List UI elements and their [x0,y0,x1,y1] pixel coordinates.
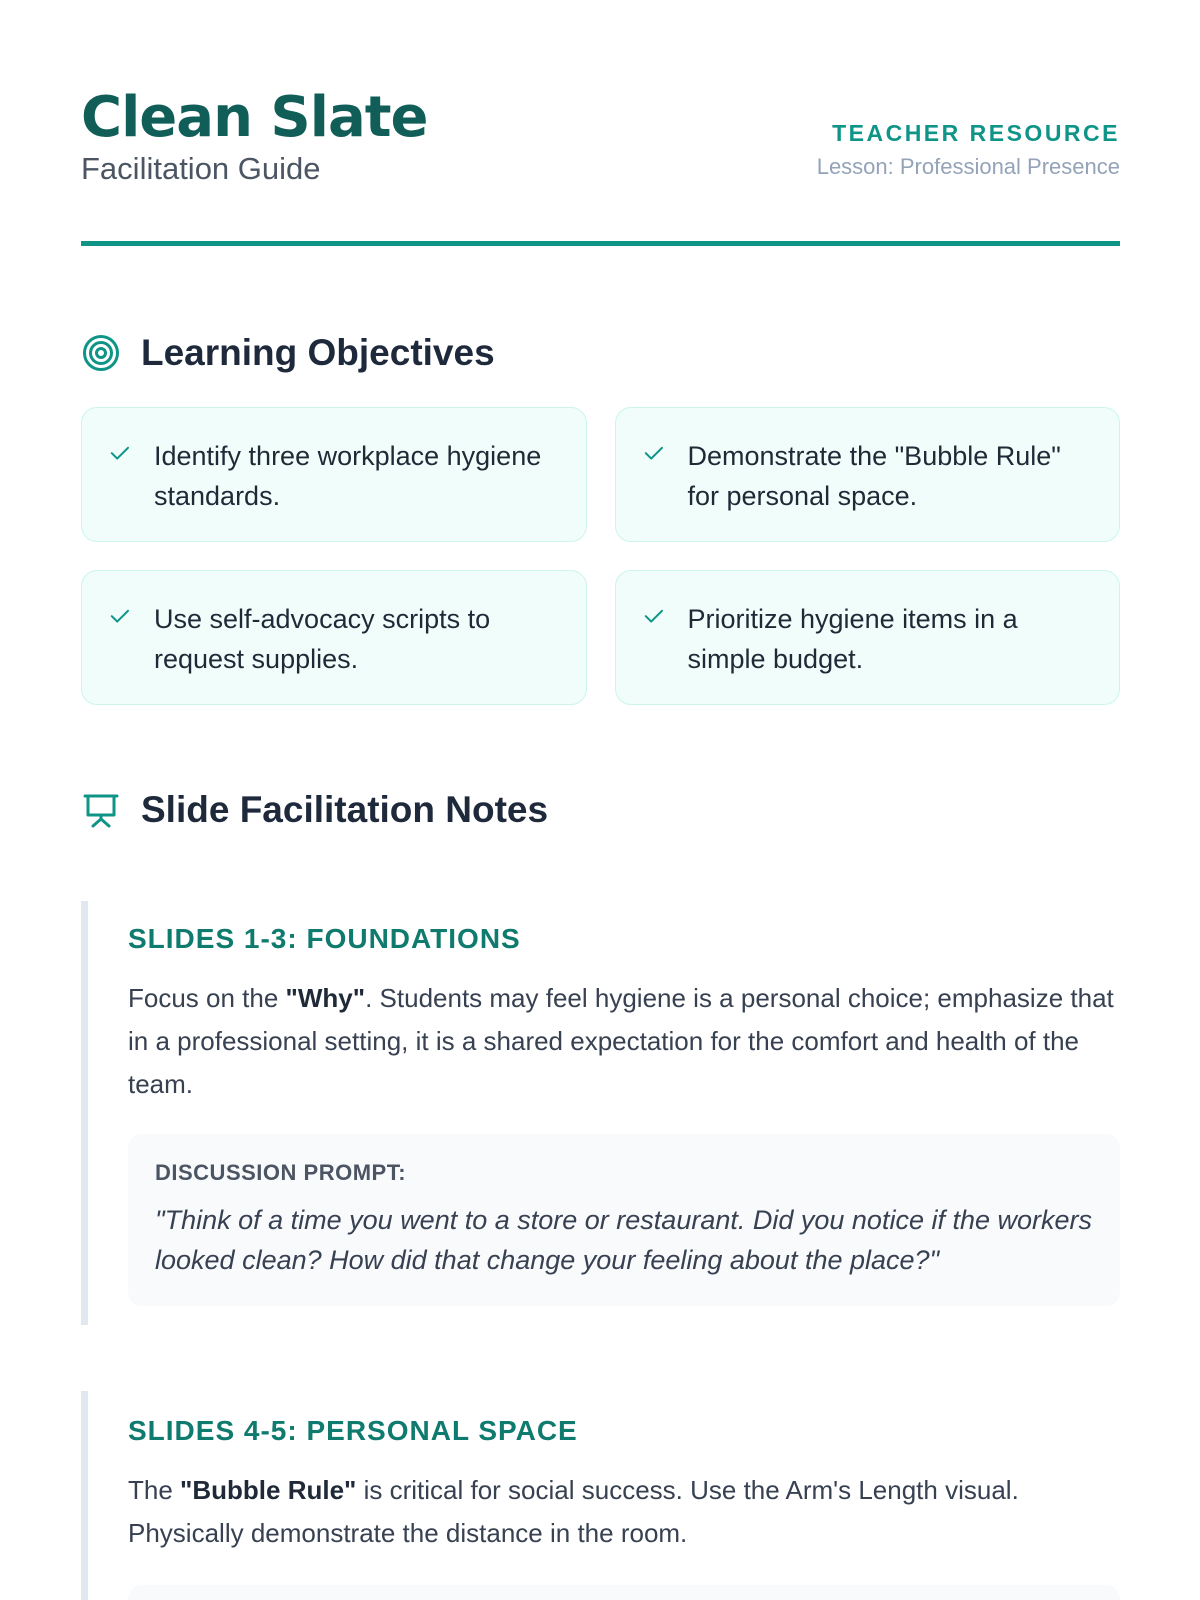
body-text: is critical for social success. Use the Arm's Length visual. Physically demonstrate the distance in the room. [128,1475,1019,1548]
check-icon [644,607,670,628]
resource-info [817,118,1120,187]
body-emphasis: "Bubble Rule" [180,1475,357,1505]
notes-heading [81,789,1120,831]
objective-text: Demonstrate the "Bubble Rule" for personal space. [687,441,1061,511]
objectives-section [81,332,1120,705]
objectives-grid [81,407,1120,705]
page-subtitle: Facilitation Guide [81,151,321,186]
brand-block [81,87,428,187]
discussion-prompt-box [128,1134,1120,1306]
discussion-prompt-box [128,1585,1120,1600]
body-text: Focus on the [128,983,286,1013]
resource-label: TEACHER RESOURCE [832,120,1120,146]
check-icon [110,444,136,465]
slide-note-block [81,1391,1120,1600]
lesson-label: Lesson: Professional Presence [816,154,1120,179]
prompt-text: "Think of a time you went to a store or restaurant. Did you notice if the workers looked clean? How did that change your feeling about the place?" [155,1205,1093,1275]
check-icon [110,607,136,628]
slide-note-body [128,1469,1120,1555]
presentation-icon [81,790,121,830]
objective-card [615,407,1121,542]
objective-text: Use self-advocacy scripts to request supplies. [154,604,491,674]
slide-note-body [128,977,1120,1106]
objectives-title: Learning Objectives [141,332,495,373]
objective-card [615,570,1121,705]
prompt-label: DISCUSSION PROMPT: [155,1160,407,1185]
objective-text: Prioritize hygiene items in a simple budget. [687,604,1018,674]
body-emphasis: "Why" [285,983,366,1013]
slide-note-title: SLIDES 1-3: FOUNDATIONS [128,923,521,954]
check-icon [644,444,670,465]
body-text: . Students may feel hygiene is a personal choice; emphasize that in a professional setting, it is a shared expectation for the comfort and health of the team. [128,983,1114,1099]
objective-card [81,407,587,542]
objective-card [81,570,587,705]
page-title: Clean Slate [81,85,428,150]
page-header [81,0,1120,246]
notes-section [81,789,1120,1600]
objective-text: Identify three workplace hygiene standards. [154,441,542,511]
slide-note-title: SLIDES 4-5: PERSONAL SPACE [128,1415,578,1446]
body-text: The [128,1475,181,1505]
notes-title: Slide Facilitation Notes [141,789,549,830]
objectives-heading [81,332,1120,374]
target-icon [81,333,121,373]
slide-note-block [81,901,1120,1325]
